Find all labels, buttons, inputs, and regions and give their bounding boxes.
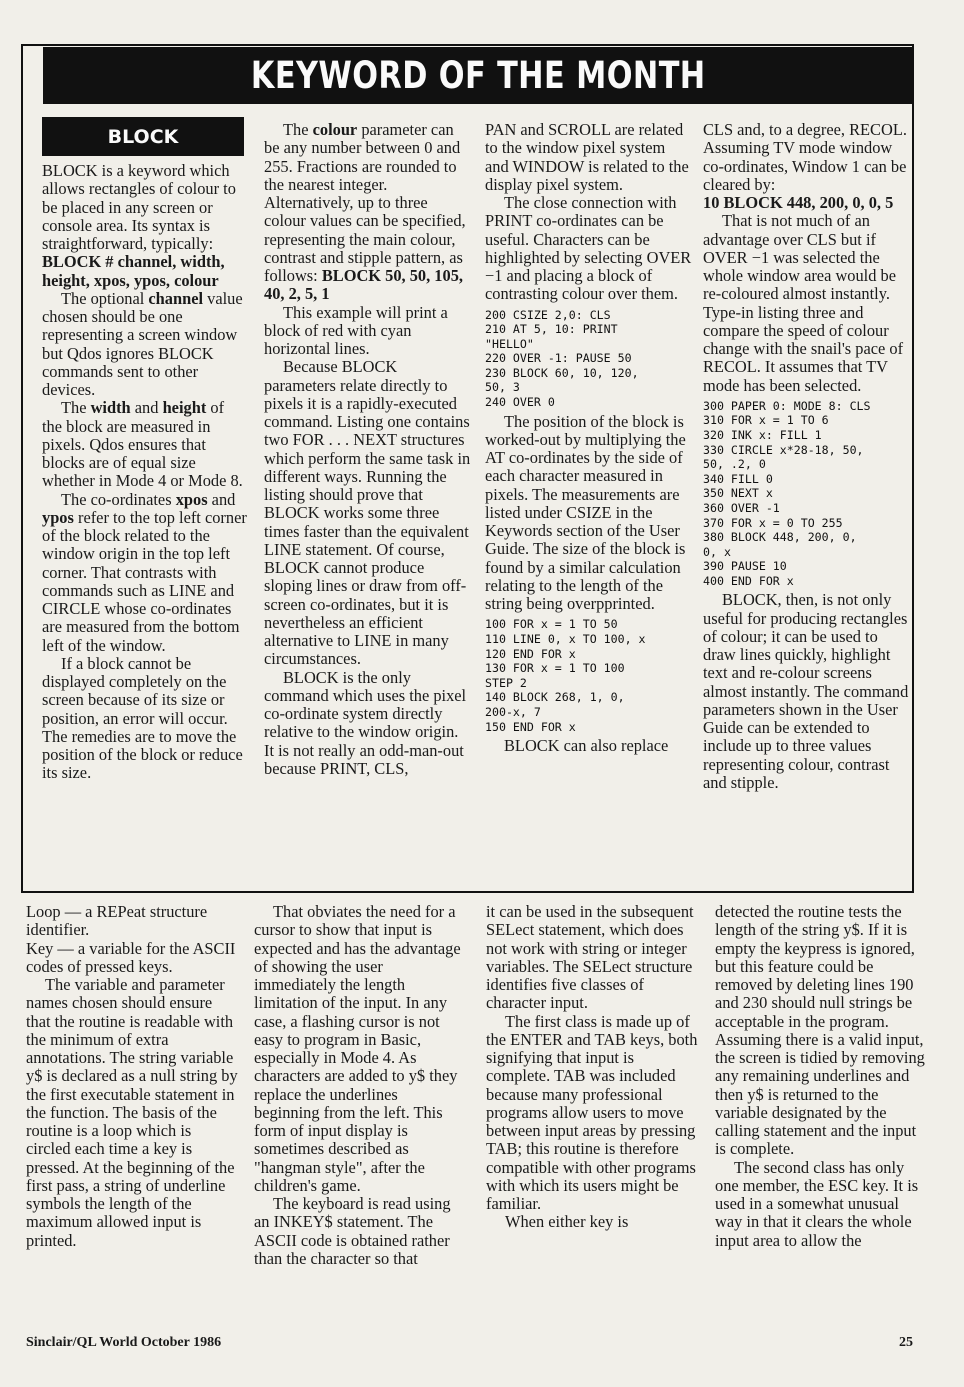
paragraph: PAN and SCROLL are related to the window pixel system and WINDOW is related to the display pixel system. <box>485 120 689 194</box>
code-listing: 100 FOR x = 1 TO 50 110 LINE 0, x TO 100, x 120 END FOR x 130 FOR x = 1 TO 100 STEP 2 140 BLOCK 268, 1, 0, 200-x, 7 150 END FOR x <box>485 617 646 734</box>
lower-column-1 <box>26 903 238 1250</box>
paragraph: The first class is made up of the ENTER and TAB keys, both signifying that input is complete. TAB was included because many professional programs allow users to move between input areas by pressing TAB; this routine is therefore compatible with other programs with which its users might be familiar. <box>486 1011 698 1213</box>
code-listing: 300 PAPER 0: MODE 8: CLS 310 FOR x = 1 TO 6 320 INK x: FILL 1 330 CIRCLE x*28-18, 50, 50, .2, 0 340 FILL 0 350 NEXT x 360 OVER -1 370 FOR x = 0 TO 255 380 BLOCK 448, 200, 0, 0, x 390 PAUSE 10 400 END FOR x <box>703 398 871 588</box>
paragraph: The position of the block is worked-out by multiplying the AT co-ordinates by the side of each character measured in pixels. The measurements are listed under CSIZE in the Keywords section of the User Guide. The size of the block is found by a similar calculation relating to the length of the string being overpprinted. <box>485 411 686 614</box>
paragraph: BLOCK is a keyword which allows rectangles of colour to be placed in any screen or console area. Its syntax is straightforward, typically: BLOCK # channel, width, height, xpos, ypos, colour <box>42 161 236 290</box>
paragraph: The close connection with PRINT co-ordinates can be useful. Characters can be highlighted by selecting OVER −1 and placing a block of contrasting colour over them. <box>485 193 692 304</box>
title-banner <box>43 47 914 104</box>
box-column-4 <box>703 121 911 792</box>
box-column-2 <box>264 121 472 778</box>
paragraph: That obviates the need for a cursor to show that input is expected and has the advantage of showing the user immediately the length limitation of the input. In any case, a flashing cursor is not easy to program in Basic, especially in Mode 4. As characters are added to y$ they replace the underlines beginning from the left. This form of input display is sometimes described as "hangman style", after the children's game. <box>254 902 461 1195</box>
paragraph: When either key is <box>505 1212 629 1232</box>
lower-column-2 <box>254 903 466 1268</box>
box-column-3 <box>485 121 693 755</box>
section-heading-box <box>42 117 244 156</box>
paragraph: Because BLOCK parameters relate directly to pixels it is a rapidly-executed command. Listing one contains two FOR . . . NEXT structures which perform the same task in different ways. Running the listing should prove that BLOCK works some three times faster than the equivalent LINE statement. Of course, BLOCK cannot produce sloping lines or draw from off-screen co-ordinates, but it is nevertheless an efficient alternative to LINE in many circumstances. <box>264 357 471 669</box>
lower-column-4 <box>715 903 927 1250</box>
paragraph: detected the routine tests the length of the string y$. If it is empty the keypress is ignored, but this feature could be removed by deleting lines 190 and 230 should null strings be acceptable in the program. Assuming there is a valid input, the screen is tidied by removing any remaining underlines and then y$ is returned to the variable designated by the calling statement and the input is complete. <box>715 902 925 1159</box>
paragraph: Key — a variable for the ASCII codes of pressed keys. <box>26 938 236 976</box>
paragraph: BLOCK, then, is not only useful for producing rectangles of colour; it can be used to draw lines quickly, highlight text and re-colour screens almost instantly. The command parameters shown in the User Guide can be extended to include up to three values representing colour, contrast and stipple. <box>703 590 909 792</box>
paragraph: BLOCK can also replace <box>504 736 669 756</box>
code-listing: 200 CSIZE 2,0: CLS 210 AT 5, 10: PRINT "HELLO" 220 OVER -1: PAUSE 50 230 BLOCK 60, 10, 120, 50, 3 240 OVER 0 <box>485 307 639 410</box>
paragraph: The keyboard is read using an INKEY$ statement. The ASCII code is obtained rather than the character so that <box>254 1194 451 1268</box>
box-column-1 <box>42 162 248 783</box>
page-number: 25 <box>899 1335 913 1350</box>
paragraph: BLOCK is the only command which uses the pixel co-ordinate system directly relative to the window origin. It is not really an odd-man-out because PRINT, CLS, <box>264 667 467 778</box>
paragraph: The colour parameter can be any number between 0 and 255. Fractions are rounded to the nearest integer. Alternatively, up to three colour values can be specified, representing the main colour, contrast and stipple pattern, as follows: BLOCK 50, 50, 105, 40, 2, 5, 1 <box>264 120 466 304</box>
paragraph: This example will print a block of red with cyan horizontal lines. <box>264 302 448 358</box>
code-command: 10 BLOCK 448, 200, 0, 0, 5 <box>703 193 894 212</box>
paragraph: CLS and, to a degree, RECOL. Assuming TV mode window co-ordinates, Window 1 can be cleared by: <box>703 120 907 194</box>
paragraph: The variable and parameter names chosen should ensure that the routine is readable with the minimum of extra annotations. The string variable y$ is declared as a null string by the first executable statement in the function. The basis of the routine is a loop which is circled each time a key is pressed. At the beginning of the first pass, a string of underline symbols the length of the maximum allowed input is printed. <box>26 975 238 1250</box>
paragraph: The co-ordinates xpos and ypos refer to the top left corner of the block related to the window origin in the top left corner. That contrasts with commands such as LINE and CIRCLE whose co-ordinates are measured from the bottom left of the window. <box>42 489 247 655</box>
footer-publication: Sinclair/QL World October 1986 <box>26 1335 222 1350</box>
paragraph: it can be used in the subsequent SELect statement, which does not work with string or integer variables. The SELect structure identifies five classes of character input. <box>486 902 694 1013</box>
paragraph: Loop — a REPeat structure identifier. <box>26 902 208 940</box>
paragraph: The second class has only one member, the ESC key. It is used in a somewhat unusual way in that it clears the whole input area to allow the <box>715 1157 919 1250</box>
paragraph: The width and height of the block are measured in pixels. Qdos ensures that blocks are of equal size whether in Mode 4 or Mode 8. <box>42 398 243 491</box>
lower-column-3 <box>486 903 698 1232</box>
paragraph: That is not much of an advantage over CLS but if OVER −1 was selected the whole window area would be re-coloured almost instantly. Type-in listing three and compare the speed of colour change with the snail's pace of RECOL. It assumes that TV mode has been selected. <box>703 211 904 395</box>
paragraph: The optional channel value chosen should be one representing a screen window but Qdos ignores BLOCK commands sent to other devices. <box>42 288 243 399</box>
page-title: KEYWORD OF THE MONTH <box>251 54 706 97</box>
section-heading: BLOCK <box>107 125 179 148</box>
paragraph: If a block cannot be displayed completely on the screen because of its size or position, an error will occur. The remedies are to move the position of the block or reduce its size. <box>42 653 243 783</box>
